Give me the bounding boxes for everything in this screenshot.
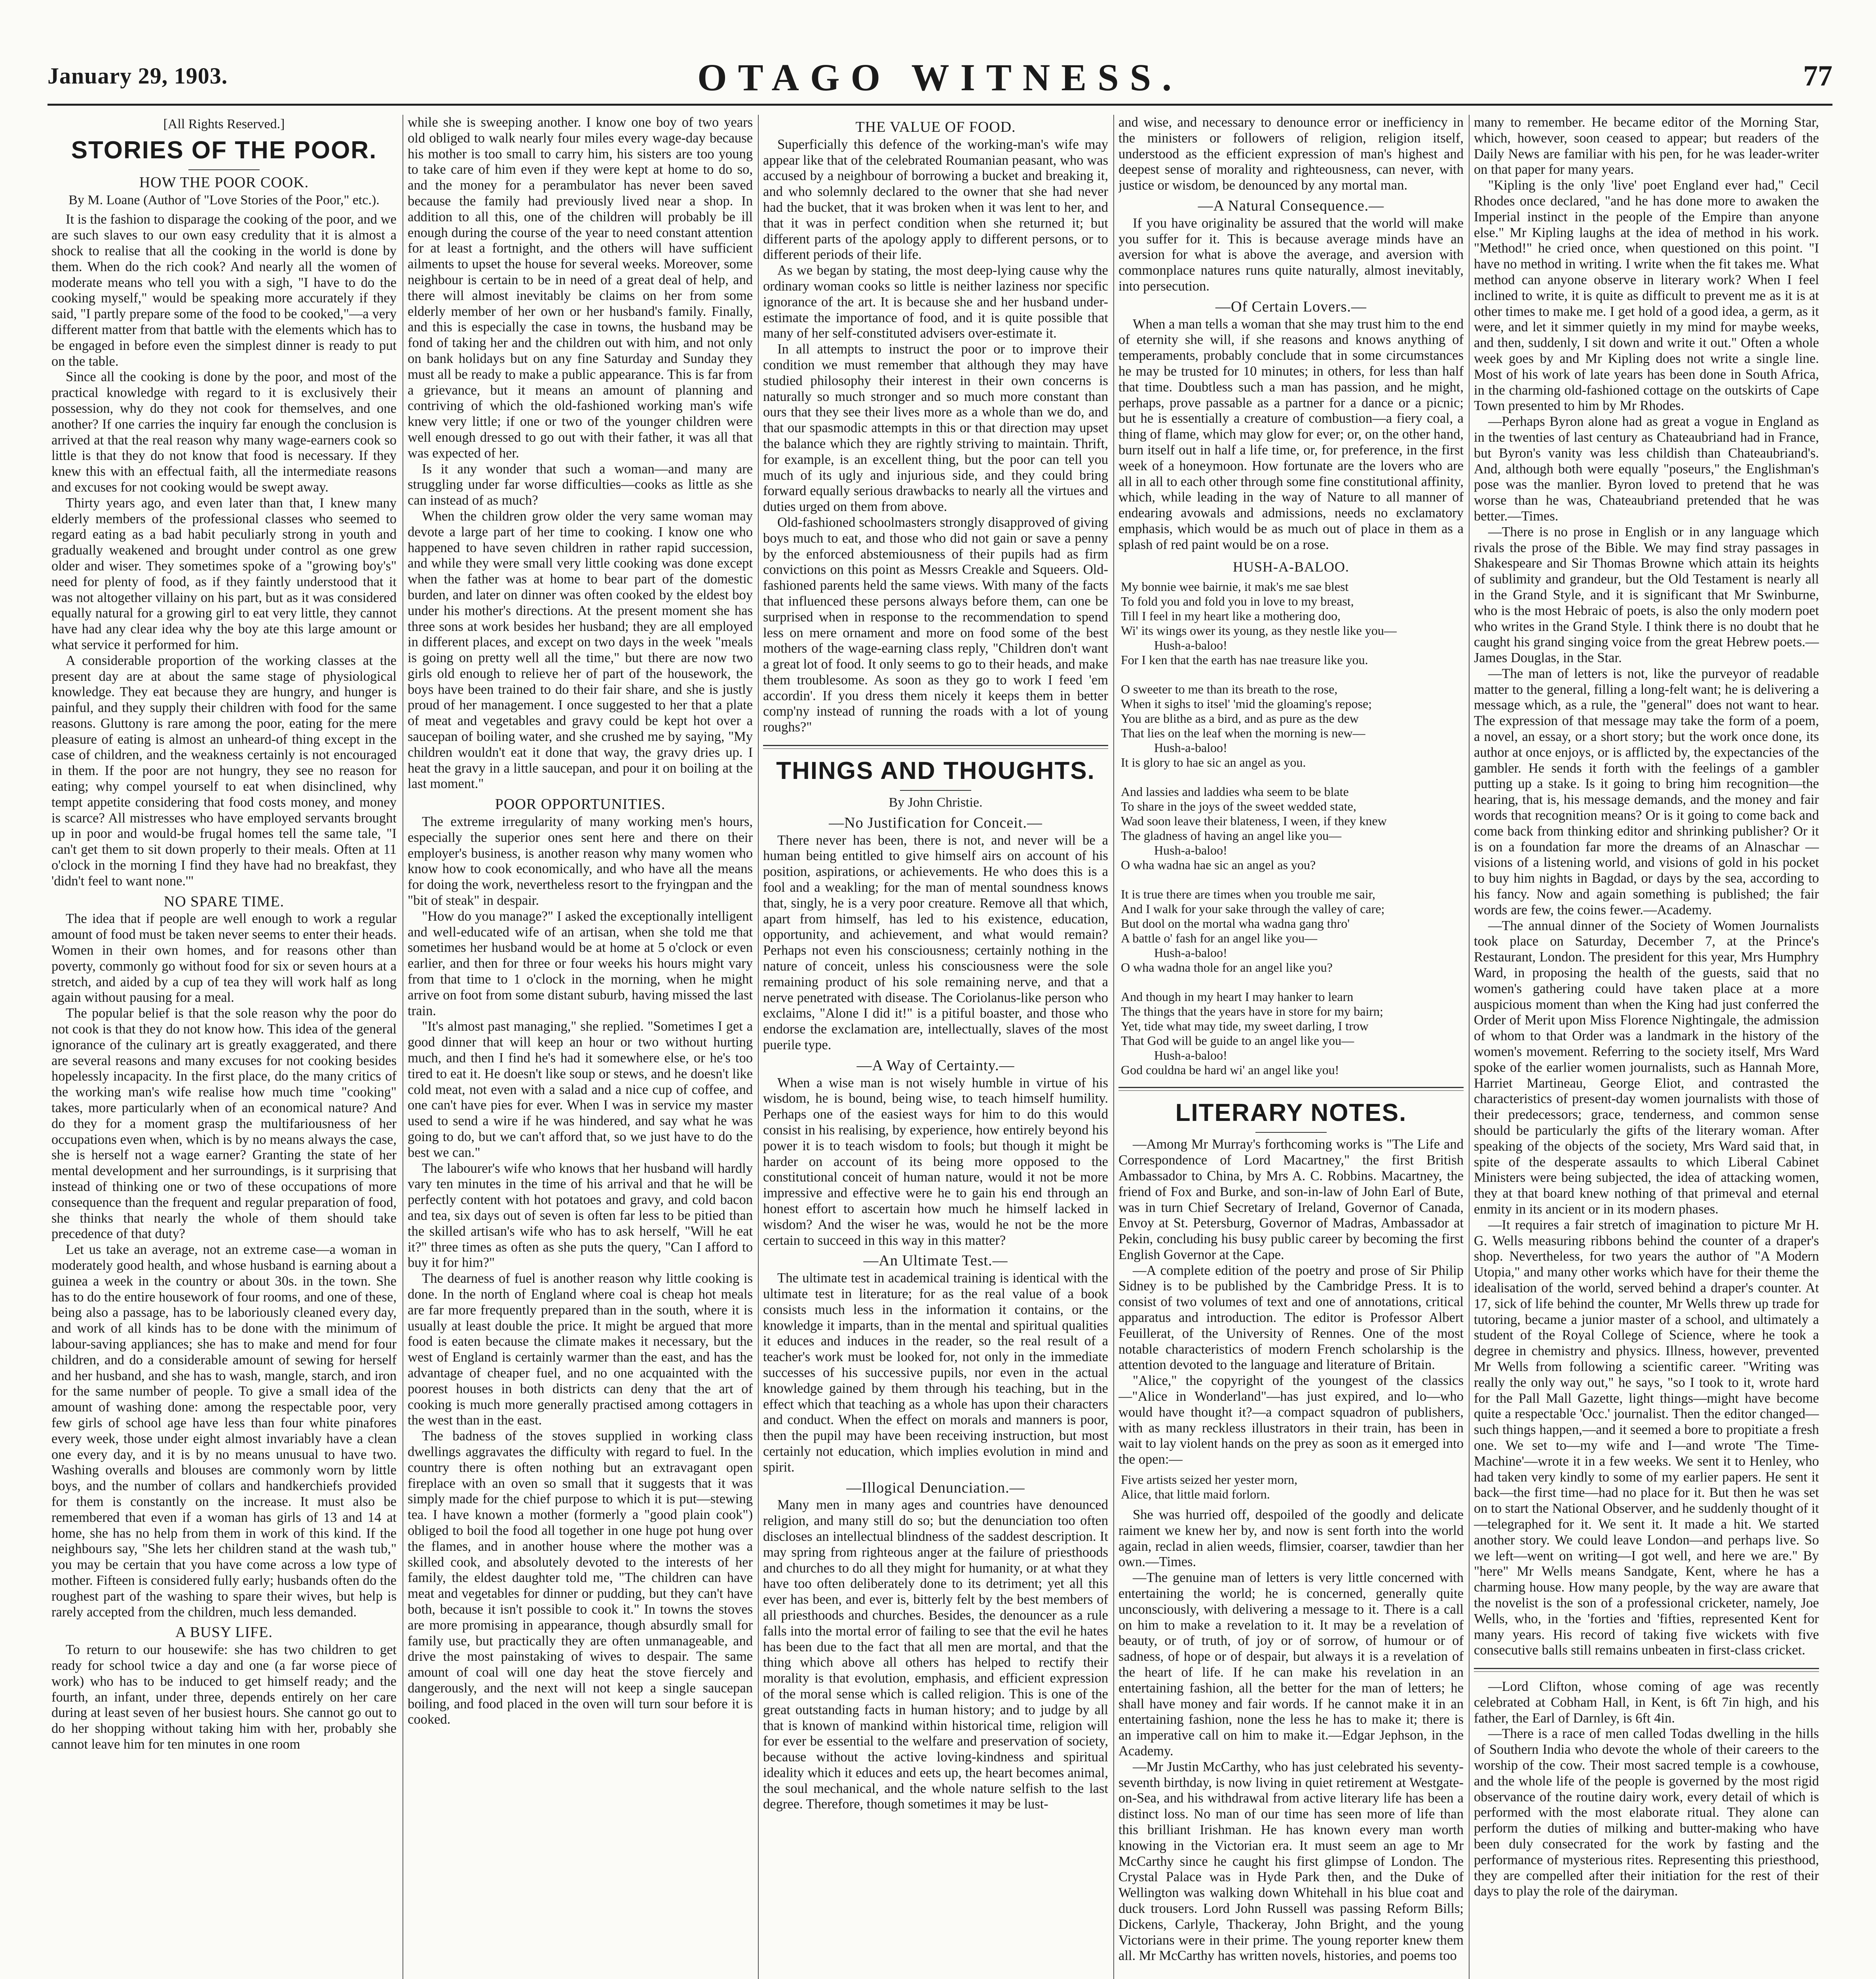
column-3 bbox=[763, 115, 1108, 1979]
poem-line bbox=[1118, 770, 1464, 784]
issue-date: January 29, 1903. bbox=[47, 63, 228, 89]
paragraph: When the children grow older the very same woman may devote a large part of her time to cooking. I know one who happened to have seven children in rather rapid succession, and while they were small very little cooking was done except when the father was at home to bear part of the domestic burden, and later on dinner was often cooked by the eldest boy under his mother's directions. At the present moment she has three sons at work besides her husband; they are all employed in different places, and except on two days in the week "meals is going on pretty well all the time," but there are now two girls old enough to relieve her of part of the housework, the boys have been trained to do their fair share, and she is justly proud of her management. I once suggested to her that a plate of meat and vegetables and gravy could be kept hot over a saucepan of boiling water, and she crushed me by saying, "My children wouldn't eat it done that way, the gravy dries up. I heat the gravy in a little saucepan, and pour it on boiling at the last moment." bbox=[408, 508, 753, 792]
paragraph: The ultimate test in academical training is identical with the ultimate test in literature; for as the real value of a book consists much less in the information it contains, or the knowledge it imparts, than in the mental and spiritual qualities it educes and induces in the reader, so the real result of a teacher's work must be looked for, not only in the immediate successes of his successive pupils, nor even in the actual knowledge gained by them through his teaching, but in the effect which that teaching as a whole has upon their characters and conduct. When the effect on morals and manners is poor, then the pupil may have been receiving instruction, but most certainly not education, which implies evolution in mind and spirit. bbox=[763, 1271, 1108, 1475]
divider bbox=[763, 745, 1108, 749]
poem-line: To share in the joys of the sweet wedded state, bbox=[1121, 799, 1356, 814]
poem-line: God couldna be hard wi' an angel like you! bbox=[1121, 1063, 1339, 1077]
poem-line: Hush-a-baloo! bbox=[1154, 1048, 1227, 1063]
article-subheading: —No Justification for Conceit.— bbox=[829, 814, 1042, 831]
paragraph: while she is sweeping another. I know one boy of two years old obliged to walk nearly four miles every wage-day because his mother is too small to carry him, his sisters are too young to take care of him even if they were kept at home to do so, and the money for a perambulator has never been saved because the family had previously lived near a shop. In addition to all this, one of the children will probably be ill enough during the course of the year to need constant attention for at least a fortnight, and the others will have sufficient ailments to upset the house for several weeks. Moreover, some neighbour is certain to be in need of a great deal of help, and there will almost inevitably be claims on her from some elderly member of her own or her husband's family. Finally, and this is especially the case in towns, the husband may be fond of taking her and the children out with him, and not only on bank holidays but on any fine Saturday and Sunday they must all be ready to make a public appearance. This is far from a grievance, but it means an amount of planning and contriving of which the old-fashioned working man's wife knew very little; if one or two of the younger children were well enough dressed to go out with their father, it was all that was expected of her. bbox=[408, 115, 753, 461]
page-number: 77 bbox=[1803, 60, 1832, 92]
paragraph: The idea that if people are well enough to work a regular amount of food must be taken never seems to enter their heads. Women in their own homes, and for reasons other than poverty, commonly go without food for six or seven hours at a stretch, and aided by a cup of tea they will work half as long again without pausing for a meal. bbox=[51, 911, 397, 1005]
poem-line: And I walk for your sake through the valley of care; bbox=[1121, 902, 1385, 916]
paragraph: —It requires a fair stretch of imagination to picture Mr H. G. Wells measuring ribbons behind the counter of a draper's shop. Nevertheless, for two years the author of "A Modern Utopia," and many other works which have for their theme the idealisation of the world, served behind a draper's counter. At 17, sick of life behind the counter, Mr Wells threw up trade for tutoring, became a junior master of a school, and ultimately a student of the Royal College of Science, where he took a degree in chemistry and physics. Illness, however, prevented Mr Wells from following a scientific career. "Writing was really the only way out," he says, "so I took to it, wrote hard for the Pall Mall Gazette, light things—might have become quite a respectable 'Occ.' journalist. Then the editor changed—such things happen,—and it seemed a bore to propitiate a fresh one. We set to—my wife and I—and wrote 'The Time-Machine'—wrote it in a few weeks. We sent it to Henley, who had taken very kindly to some of my earlier papers. He sent it back—the first time—had no place for it. But then he was set on to start the National Observer, and he suddenly thought of it—telegraphed for it. We sent it. It made a hit. We started another story. We could leave London—and perhaps live. So we left—went on writing—I got well, and here we are." By "here" Mr Wells means Sandgate, Kent, where he has a charming house. How many people, by the way are aware that the novelist is the son of a professional cricketer, namely, Joe Wells, who, in the 'forties and 'fifties, represented Kent for many years. His record of taking five wickets with five consecutive balls still remains unbeaten in first-class cricket. bbox=[1474, 1217, 1819, 1658]
poem-line: Wad soon leave their blateness, I ween, if they knew bbox=[1121, 814, 1387, 828]
paragraph: "Kipling is the only 'live' poet England ever had," Cecil Rhodes once declared, "and he has done more to awaken the Imperial instinct in the people of the Empire than anyone else." Mr Kipling laughs at the idea of method in his work. "Method!" he cried once, when questioned on this point. "I have no method in writing. I write when the fit takes me. What method can anyone observe in literary work? When I feel inclined to write, it is quite as difficult to prevent me as it is at other times to make me. I get hold of a good idea, a germ, as it were, and let it simmer quietly in my mind for maybe weeks, and then, suddenly, I sit down and write it out." Often a whole week goes by and Mr Kipling does not write a single line. Most of his work of late years has been done in South Africa, in the charming old-fashioned cottage on the outskirts of Cape Town presented to him by Mr Rhodes. bbox=[1474, 178, 1819, 414]
section-heading-stories: STORIES OF THE POOR. bbox=[71, 136, 377, 164]
article-subheading: A BUSY LIFE. bbox=[175, 1624, 273, 1641]
paragraph: "How do you manage?" I asked the exceptionally intelligent and well-educated wife of an artisan, when she told me that sometimes her husband would be at home at 5 o'clock or even earlier, and then for three or four weeks his hours might vary from that time to 1 o'clock in the morning, when he might arrive on foot from some distant suburb, having missed the last train. bbox=[408, 908, 753, 1018]
article-body bbox=[408, 814, 753, 1728]
poem-line bbox=[1118, 667, 1464, 682]
column-2 bbox=[408, 115, 753, 1979]
paragraph: She was hurried off, despoiled of the goodly and delicate raiment we knew her by, and now is sent forth into the world again, reclad in alien weeds, flimsier, coarser, tawdier than her own.—Times. bbox=[1118, 1507, 1464, 1570]
poem-line: Alice, that little maid forlorn. bbox=[1121, 1487, 1270, 1502]
poem-line: It is glory to hae sic an angel as you. bbox=[1121, 755, 1306, 770]
article-body bbox=[763, 1271, 1108, 1475]
paragraph: Superficially this defence of the working-man's wife may appear like that of the celebrated Roumanian peasant, who was accused by a neighbour of borrowing a bucket and breaking it, and who solemnly declared to the owner that she had never had the bucket, that it was broken when it was lent to her, and that it was in perfect condition when she returned it; but different parts of the apology apply to different persons, or to different periods of their life. bbox=[763, 137, 1108, 262]
section-heading-literary: LITERARY NOTES. bbox=[1175, 1099, 1407, 1127]
article-body bbox=[51, 212, 397, 889]
poem-line: And lassies and laddies wha seem to be blate bbox=[1121, 784, 1349, 799]
paragraph: Thirty years ago, and even later than that, I knew many elderly members of the professional classes who seemed to regard eating as a bad habit peculiarly strong in youth and gradually weakened and brought under control as one grew older and wiser. They sometimes spoke of a "growing boy's" need for plenty of food, as if they faintly understood that it was not altogether villainy on his part, but as it was considered equally natural for a growing girl to eat very little, they cannot have had any clear idea why the boy ate this large amount or what service it performed for him. bbox=[51, 495, 397, 652]
paragraph: "It's almost past managing," she replied. "Sometimes I get a good dinner that will keep an hour or two without hurting much, and then I find he's had it somewhere else, or he's too tired to eat it. He doesn't like soup or stews, and he doesn't like cold meat, not even with a salad and a nice cup of coffee, and one can't have pies for ever. When I was in service my master used to send a wire if he was hindered, and say what he was going to do, but we can't afford that, so we just have to do the best we can." bbox=[408, 1019, 753, 1160]
paragraph: When a man tells a woman that she may trust him to the end of eternity she will, if she reasons and knows anything of temperaments, probably conclude that in some circumstances he may be trusted for 10 minutes; in others, for less than half that time. Doubtless such a man has passion, and he might, perhaps, prove passable as a partner for a dance or a picnic; but he is essentially a creature of combustion—a fiery coal, a thing of flame, which may glow for ever; or, on the other hand, burn itself out in half a life time, or, for preference, in the first week of a honeymoon. How fortunate are the lovers who are all in all to each other through some fine constitutional affinity, which, while leading in the way of Nature to all manner of endearing avowals and admissions, needs no exclamatory emphasis, which would be as much out of place in them as a splash of red paint would be on a rose. bbox=[1118, 316, 1464, 552]
paragraph: To return to our housewife: she has two children to get ready for school twice a day and one (a far worse piece of work) who has to be induced to get himself ready; and the fourth, an infant, under three, depends entirely on her care during at least seven of her busiest hours. She cannot go out to do her shopping without taking him with her, probably she cannot leave him for ten minutes in one room bbox=[51, 1642, 397, 1752]
poem-line: You are blithe as a bird, and as pure as the dew bbox=[1121, 711, 1359, 726]
poem-line: It is true there are times when you trouble me sair, bbox=[1121, 887, 1375, 902]
poem-line bbox=[1118, 975, 1464, 990]
divider bbox=[1118, 1087, 1464, 1091]
paragraph: The labourer's wife who knows that her husband will hardly vary ten minutes in the time of his arrival and that he will be perfectly content with hot potatoes and gravy, and cold bacon and tea, six days out of seven is often far less to be pitied than the skilled artisan's wife who has to ask herself, "Will he eat it?" three times as often as she puts the query, "Can I afford to buy it for him?" bbox=[408, 1160, 753, 1271]
paragraph: and wise, and necessary to denounce error or inefficiency in the ministers or followers of religion, religion itself, understood as the efficient expression of man's highest and deepest sense of morality and righteousness, can never, with justice or wisdom, be denounced by any mortal man. bbox=[1118, 115, 1464, 193]
article-subheading: NO SPARE TIME. bbox=[163, 893, 285, 910]
poem-line: Yet, tide what may tide, my sweet darling, I trow bbox=[1121, 1019, 1369, 1033]
poem-line: O wha wadna hae sic an angel as you? bbox=[1121, 858, 1316, 872]
article-body bbox=[1118, 216, 1464, 294]
article-subheading: —An Ultimate Test.— bbox=[863, 1252, 1008, 1269]
poem-line: That lies on the leaf when the morning is new— bbox=[1121, 726, 1365, 741]
poem-line: That God will be guide to an angel like you— bbox=[1121, 1033, 1354, 1048]
paragraph: Many men in many ages and countries have denounced religion, and many still do so; but the denunciation too often discloses an intellectual blindness of the saddest description. It may spring from righteous anger at the failure of priesthoods and churches to do all they might for humanity, or at what they have too often deliberately done to its detriment; yet all this ever has been, and ever is, bitterly felt by the best members of all priesthoods and churches. Besides, the denouncer as a rule falls into the mortal error of failing to see that the evil he hates has been due to the fact that all men are mortal, and that the thing which above all others has helped to rectify their morality is that evolution, emphasis, and efficient expression of the moral sense which is called religion. This is one of the great outstanding facts in human history; and to judge by all that is known of mankind within historical time, religion will for ever be essential to the welfare and preservation of society, because without the active loving-kindness and spiritual ideality which it educes and eets up, the heart becomes animal, the soul mechanical, and the whole nature selfish to the last degree. Therefore, though sometimes it may be lust- bbox=[763, 1497, 1108, 1812]
article-body bbox=[763, 1075, 1108, 1249]
paragraph: The dearness of fuel is another reason why little cooking is done. In the north of England where coal is cheap hot meals are far more frequently prepared than in the south, where it is usually at least double the price. It might be argued that more food is eaten because the climate makes it necessary, but the west of England is certainly warmer than the east, and has the advantage of cheaper fuel, and no one acquainted with the poorest houses in both districts can deny that the art of cooking is much more generally practised among cottagers in the west than in the east. bbox=[408, 1271, 753, 1428]
article-subheading: POOR OPPORTUNITIES. bbox=[495, 796, 666, 813]
poem-quote bbox=[1118, 1472, 1464, 1502]
paragraph: Old-fashioned schoolmasters strongly disapproved of giving boys much to eat, and those who did not gain or save a penny by the enforced abstemiousness of their pupils had as firm convictions on this point as Messrs Creakle and Squeers. Old-fashioned parents held the same views. With many of the facts that influenced these persons always before them, can one be surprised when in response to the recommendation to spend less on mere ornament and more on food some of the best mothers of the wage-earning class reply, "Children don't want a great lot of food. It only seems to go to their heads, and make them troublesome. As soon as they go to work I feed 'em accordin'. If you dress them nicely it keeps them in better comp'ny instead of running the roads with a lot of young roughs?" bbox=[763, 515, 1108, 735]
poem-line: My bonnie wee bairnie, it mak's me sae blest bbox=[1121, 579, 1349, 594]
paragraph: The badness of the stoves supplied in working class dwellings aggravates the difficulty with regard to fuel. In the country there is often nothing but an extravagant open fireplace with an oven so small that it suggests that it was simply made for the chief purpose to which it is put—stewing tea. I have known a mother (formerly a "good plain cook") obliged to boil the food all together in one huge pot hung over the flames, and in another house where the mother was a skilled cook, and absolutely devoted to the interests of her family, the eldest daughter told me, "The children can have meat and vegetables for dinner or pudding, but they can't have both, because it isn't possible to cook it." In towns the stoves are more promising in appearance, though absurdly small for family use, but practically they are often unmanageable, and drive the most painstaking of wives to despair. The same amount of coal will one day heat the stove fiercely and dangerously, and the next will not keep a single saucepan boiling, and food placed in the oven will turn sour before it is cooked. bbox=[408, 1428, 753, 1727]
article-body bbox=[1474, 1679, 1819, 1899]
paragraph: Is it any wonder that such a woman—and many are struggling under far worse difficulties—cooks as little as she can instead of as much? bbox=[408, 461, 753, 508]
divider bbox=[188, 169, 260, 170]
rights-notice: [All Rights Reserved.] bbox=[163, 117, 285, 131]
paragraph: —Mr Justin McCarthy, who has just celebrated his seventy-seventh birthday, is now living in quiet retirement at Westgate-on-Sea, and his withdrawal from active literary life has been a distinct loss. No man of our time has seen more of life than this brilliant Irishman. He has known every man worth knowing in the Victorian era. It must seem an age to Mr McCarthy since he caught his first glimpse of London. The Crystal Palace was in Hyde Park then, and the Duke of Wellington was walking down Whitehall in his blue coat and duck trousers. Lord John Russell was passing Reform Bills; Dickens, Carlyle, Thackeray, John Bright, and the young Victorians were in their prime. The young reporter knew them all. Mr McCarthy has written novels, histories, and poems too bbox=[1118, 1759, 1464, 1964]
article-subheading: —Of Certain Lovers.— bbox=[1215, 298, 1367, 315]
poem-line: When it sighs to itsel' 'mid the gloaming's repose; bbox=[1121, 697, 1372, 711]
paragraph: The popular belief is that the sole reason why the poor do not cook is that they do not know how. This idea of the general ignorance of the culinary art is greatly exaggerated, and there are several reasons and many excuses for not cooking besides hopelessly incapacity. In the first place, do the many critics of the working man's wife realise how much time "cooking" takes, more particularly when of an economical nature? And do they for a moment grasp the multifariousness of her occupations even when, which is by no means always the case, she is herself not a wage earner? Granting the state of her mental development and her surroundings, is it surprising that instead of thinking one or two of these occupations of more consequence than the frequent and regular preparation of food, she thinks that nearly the whole of them should take precedence of that duty? bbox=[51, 1006, 397, 1242]
article-body bbox=[1474, 115, 1819, 1658]
paragraph: If you have originality be assured that the world will make you suffer for it. This is because average minds have an aversion for what is above the average, and aversion with commonplace natures runs quite naturally, almost inevitably, into persecution. bbox=[1118, 215, 1464, 294]
poem-line: But dool on the mortal wha wadna gang thro' bbox=[1121, 916, 1350, 931]
poem-line: Wi' its wings ower its young, as they nestle like you— bbox=[1121, 623, 1397, 638]
poem-line: O wha wadna thole for an angel like you? bbox=[1121, 960, 1333, 975]
article-body bbox=[1118, 115, 1464, 194]
article-body bbox=[763, 137, 1108, 735]
paragraph: Since all the cooking is done by the poor, and most of the practical knowledge with regard to it is exclusively their possession, why do they not cook for themselves, and one another? If one carries the inquiry far enough the conclusion is arrived at that the real reason why many wage-earners cook so little is that they do not know that food is necessary. If they knew this with an effectual faith, all the intermediate reasons and excuses for not cooking would be swept away. bbox=[51, 369, 397, 495]
newspaper-title: OTAGO WITNESS. bbox=[697, 56, 1183, 99]
article-body bbox=[51, 1642, 397, 1753]
article-body bbox=[763, 1497, 1108, 1812]
paragraph: —The annual dinner of the Society of Women Journalists took place on Saturday, December 7, at the Prince's Restaurant, London. The president for this year, Mrs Humphry Ward, in proposing the health of the guests, said that no women's gathering could have taken place at a more auspicious moment than when the King had just conferred the Order of Merit upon Miss Florence Nightingale, the admission of whom to that Order was a landmark in the history of the women's movement. Referring to the society itself, Mrs Ward spoke of the earlier women journalists, such as Hannah More, Harriet Martineau, George Eliot, and contrasted the characteristics of present-day women journalists with those of their predecessors; grace, tenderness, and common sense should be particularly the gifts of the literary woman. After speaking of the objects of the society, Mrs Ward said that, in spite of the desperate assaults to which Liberal Cabinet Ministers were being subjected, the idea of attacking women, they at that board knew nothing of that primeval and eternal enmity in its ancient or in its modern phases. bbox=[1474, 918, 1819, 1217]
paragraph: —Lord Clifton, whose coming of age was recently celebrated at Cobham Hall, in Kent, is 6ft 7in high, and his father, the Earl of Darnley, is 6ft 4in. bbox=[1474, 1679, 1819, 1726]
divider bbox=[900, 790, 971, 791]
paragraph: —The man of letters is not, like the purveyor of readable matter to the general, filling a long-felt want; he is delivering a message which, as a rule, the "general" does not want to hear. The expression of that message may take the form of a poem, a novel, an essay, or a short story; but the work once done, its author at once enjoys, or is afflicted by, the expectancies of the gambler. He sends it forth with the feelings of a gambler putting up a stake. Is it going to bring him recognition—the hearing, that is, his message demands, and the money and fair words that recognition means? Or is it going to come back and come back from thinking editor and shrinking publisher? Or it is on a foundation far more the dreams of an Alnaschar —visions of a listening world, and visions of gold in his pocket to buy him nights in Bagdad, or days by the sea, according to his fancy. Now and again something is published; the fair words are few, the coins fewer.—Academy. bbox=[1474, 666, 1819, 917]
column-divider bbox=[1113, 115, 1114, 1979]
poem bbox=[1118, 579, 1464, 1077]
paragraph: It is the fashion to disparage the cooking of the poor, and we are such slaves to our own easy credulity that it is almost a shock to realise that all the cooking in the world is done by them. When do the rich cook? And nearly all the women of moderate means who tell you with a sigh, "I have to do the cooking myself," would be speaking more accurately if they said, "I partly prepare some of the food to be cooked,"—a very different matter from that battle with the elements which has to be engaged in before even the simplest dinner is ready to put on the table. bbox=[51, 212, 397, 369]
paragraph: A considerable proportion of the working classes at the present day are at about the same stage of physiological knowledge. They eat because they are hungry, and hunger is painful, and they supply their children with food for the same reasons. Gluttony is rare among the poor, eating for the mere pleasure of eating is almost an unheard-of thing except in the case of children, and the weakness certainly is not encouraged in them. If the poor are not hungry, they see no reason for eating; why compel yourself to eat when disinclined, why tempt appetite considering that food costs money, and money is scarce? All mistresses who have employed servants brought up in poor and would-be frugal homes tell the same tale, "I can't get them to sit down properly to their meals. Often at 11 o'clock in the morning I find they have had no breakfast, they 'didn't feel to want none.'" bbox=[51, 653, 397, 889]
paragraph: There never has been, there is not, and never will be a human being entitled to give himself airs on account of his position, aspirations, or achievements. He who does this is a fool and a weakling; for the man of mental soundness knows that, singly, he is a very poor creature. Remove all that which, apart from himself, has led to his existence, education, opportunity, and achievement, and what would remain? Perhaps not even his consciousness; certainly nothing in the nature of conceit, unless his consciousness were the sole remaining product of his sole remaining nerve, and that a nerve penetrated with disease. The Coriolanus-like person who exclaims, "Alone I did it!" is a pitiful boaster, and those who endorse the exclamation are, intellectually, slaves of the most puerile type. bbox=[763, 832, 1108, 1053]
paragraph: —There is no prose in English or in any language which rivals the prose of the Bible. We may find stray passages in Shakespeare and Sir Thomas Browne which attain its heights of sublimity and grandeur, but the Old Testament is nearly all in the Grand Style, and it is significant that Mr Swinburne, who is the most Hebraic of poets, is also the only modern poet who writes in the Grand Style. I think there is no doubt that he caught his grand singing voice from the great Hebrew poets.—James Douglas, in the Star. bbox=[1474, 524, 1819, 666]
article-byline: By John Christie. bbox=[889, 795, 983, 810]
article-body bbox=[1118, 1507, 1464, 1964]
masthead-rule bbox=[47, 104, 1832, 106]
poem-line: Hush-a-baloo! bbox=[1154, 843, 1227, 858]
paragraph: many to remember. He became editor of the Morning Star, which, however, soon ceased to appear; but readers of the Daily News are familiar with his pen, for he was leader-writer on that paper for many years. bbox=[1474, 115, 1819, 177]
paragraph: —The genuine man of letters is very little concerned with entertaining the world; he is concerned, generally quite unconsciously, with delivering a message to it. There is a call on him to make a revelation to it. It may be a revelation of beauty, or of truth, of joy or of sorrow, of humour or of sadness, of hope or of despair, but always it is a revelation of the heart of life. If he can make his revelation in an entertaining fashion, all the better for the man of letters; he shall have money and fair words. If he cannot make it in an entertaining fashion, none the less he has to make it; there is an imperative call on him to make it.—Edgar Jephson, in the Academy. bbox=[1118, 1570, 1464, 1759]
article-subheading: THE VALUE OF FOOD. bbox=[855, 119, 1016, 135]
poem-line: O sweeter to me than its breath to the rose, bbox=[1121, 682, 1338, 697]
article-subheading: HOW THE POOR COOK. bbox=[139, 174, 309, 191]
paragraph: Let us take an average, not an extreme case—a woman in moderately good health, and whose husband is earning about a guinea a week in the country or about 30s. in the town. She has to do the entire housework of four rooms, and one of these, being also a passage, has to be laboriously cleaned every day, and work of all kinds has to be done with the minimum of labour-saving appliances; she has to make and mend for four children, and do a considerable amount of sewing for herself and her husband, and she has to wash, mangle, starch, and iron for the same number of people. To give a small idea of the amount of washing done: among the respectable poor, very few girls of school age have less than four white pinafores every week, those under eight almost invariably have a clean one every day, and it is by no means unusual to have two. Washing overalls and blouses are commonly worn by little boys, and the number of collars and handkerchiefs provided for them is constantly on the increase. It must also be remembered that even if a woman has girls of 13 and 14 at home, she has no help from them in work of this kind. If the neighbours say, "She lets her children stand at the wash tub," you may be certain that you have come across a low type of mother. Fifteen is considered fully early; husbands often do the roughest part of the washing to spare their wives, but help is rarely accepted from the children, much less demanded. bbox=[51, 1242, 397, 1620]
article-body bbox=[1118, 317, 1464, 553]
article-body bbox=[1118, 1137, 1464, 1468]
poem-title: HUSH-A-BALOO. bbox=[1233, 558, 1349, 575]
column-1 bbox=[51, 115, 397, 1979]
column-5 bbox=[1474, 115, 1819, 1979]
paragraph: In all attempts to instruct the poor or to improve their condition we must remember that although they may have studied philosophy their interest in their own concerns is naturally so much stronger and so much more constant than ours that they see their lives more as a whole than we do, and that our spasmodic attempts in this or that direction may upset the balance which they are rightly striving to maintain. Thrift, for example, is an excellent thing, but the poor can tell you much of its ugly and injurious side, and they could bring forward equally serious drawbacks to nearly all the virtues and duties urged on them from above. bbox=[763, 342, 1108, 515]
poem-line: Hush-a-baloo! bbox=[1154, 741, 1227, 755]
paragraph: As we began by stating, the most deep-lying cause why the ordinary woman cooks so little is neither laziness nor specific ignorance of the art. It is because she and her husband under-estimate the importance of food, and it is quite possible that many of her self-constituted advisers over-estimate it. bbox=[763, 263, 1108, 341]
paragraph: The extreme irregularity of many working men's hours, especially the superior ones sent here and there on their employer's business, is another reason why many women who know how to cook economically, and who have all the means for doing the work, nevertheless resort to the fryingpan and the "bit of steak" in despair. bbox=[408, 814, 753, 908]
article-subheading: —A Natural Consequence.— bbox=[1198, 197, 1384, 214]
column-divider bbox=[758, 115, 759, 1979]
paragraph: —Among Mr Murray's forthcoming works is "The Life and Correspondence of Lord Macartney," the first British Ambassador to China, by Mrs A. C. Robbins. Macartney, the friend of Fox and Burke, and son-in-law of John Earl of Bute, was in turn Chief Secretary of Ireland, Governor of Canada, Envoy at St. Petersburg, Governor of Madras, Ambassador at Pekin, concluding his busy public career by becoming the first English Governor at the Cape. bbox=[1118, 1137, 1464, 1262]
paragraph: —A complete edition of the poetry and prose of Sir Philip Sidney is to be published by the Cambridge Press. It is to consist of two volumes of text and one of annotations, critical apparatus and introduction. The editor is Professor Albert Feuillerat, of the University of Rennes. One of the most notable characteristics of modern French scholarship is the attention devoted to the language and literature of Britain. bbox=[1118, 1263, 1464, 1373]
article-subheading: —A Way of Certainty.— bbox=[856, 1057, 1015, 1074]
divider bbox=[1255, 1132, 1327, 1133]
paragraph: —Perhaps Byron alone had as great a vogue in England as in the twenties of last century as Chateaubriand had in France, but Byron's vanity was less childish than Chateaubriand's. And, although both were equally "poseurs," the Englishman's pose was the manlier. Byron loved to pretend that he was worse than he was, Chateaubriand pretended that he was better.—Times. bbox=[1474, 414, 1819, 524]
poem-line: Hush-a-baloo! bbox=[1154, 638, 1227, 653]
poem-line: The gladness of having an angel like you— bbox=[1121, 828, 1342, 843]
article-body bbox=[408, 115, 753, 792]
article-body bbox=[51, 911, 397, 1620]
section-heading-things: THINGS AND THOUGHTS. bbox=[776, 757, 1095, 785]
divider bbox=[1474, 1668, 1819, 1672]
paragraph: —There is a race of men called Todas dwelling in the hills of Southern India who devote the whole of their careers to the worship of the cow. Their most sacred temple is a cowhouse, and the whole life of the people is governed by the most rigid observance of the routine dairy work, every detail of which is performed with the most elaborate ritual. They alone can perform the duties of milking and butter-making who have been duly consecrated for the work by fasting and the performance of mysterious rites. Representing this priesthood, they are compelled after their initiation for the rest of their days to play the role of the dairyman. bbox=[1474, 1726, 1819, 1899]
poem-line: Hush-a-baloo! bbox=[1154, 946, 1227, 960]
paragraph: When a wise man is not wisely humble in virtue of his wisdom, he is bound, being wise, to teach himself humility. Perhaps one of the easiest ways for him to do this would consist in his realising, by experience, how entirely beyond his power it is to teach wisdom to fools; but though it might be harder on account of its being more opposed to the constitutional conceit of human nature, would it not be more impressive and effective were he to gain his end through an honest effort to ascertain how much he himself lacked in wisdom? And the wiser he was, would he not be the more certain to succeed in this way in this matter? bbox=[763, 1075, 1108, 1248]
poem-line: A battle o' fash for an angel like you— bbox=[1121, 931, 1318, 946]
masthead bbox=[47, 55, 1832, 99]
article-byline: By M. Loane (Author of "Love Stories of the Poor," etc.). bbox=[68, 192, 380, 207]
column-4 bbox=[1118, 115, 1464, 1979]
poem-line: To fold you and fold you in love to my breast, bbox=[1121, 594, 1354, 609]
poem-line: Five artists seized her yester morn, bbox=[1121, 1472, 1298, 1487]
poem-line: Till I feel in my heart like a mothering doo, bbox=[1121, 609, 1341, 623]
article-body bbox=[763, 833, 1108, 1053]
paragraph: "Alice," the copyright of the youngest of the classics—"Alice in Wonderland"—has just expired, and lo—who would have thought it?—a compact squadron of publishers, with as many reckless illustrators in their train, has been in wait to lay violent hands on the prey as soon as it emerged into the open:— bbox=[1118, 1373, 1464, 1467]
poem-line: For I ken that the earth has nae treasure like you. bbox=[1121, 653, 1368, 667]
poem-line: And though in my heart I may hanker to learn bbox=[1121, 990, 1354, 1004]
poem-line bbox=[1118, 872, 1464, 887]
column-divider bbox=[1469, 115, 1470, 1979]
article-subheading: —Illogical Denunciation.— bbox=[846, 1479, 1025, 1496]
poem-line: The things that the years have in store for my bairn; bbox=[1121, 1004, 1383, 1019]
